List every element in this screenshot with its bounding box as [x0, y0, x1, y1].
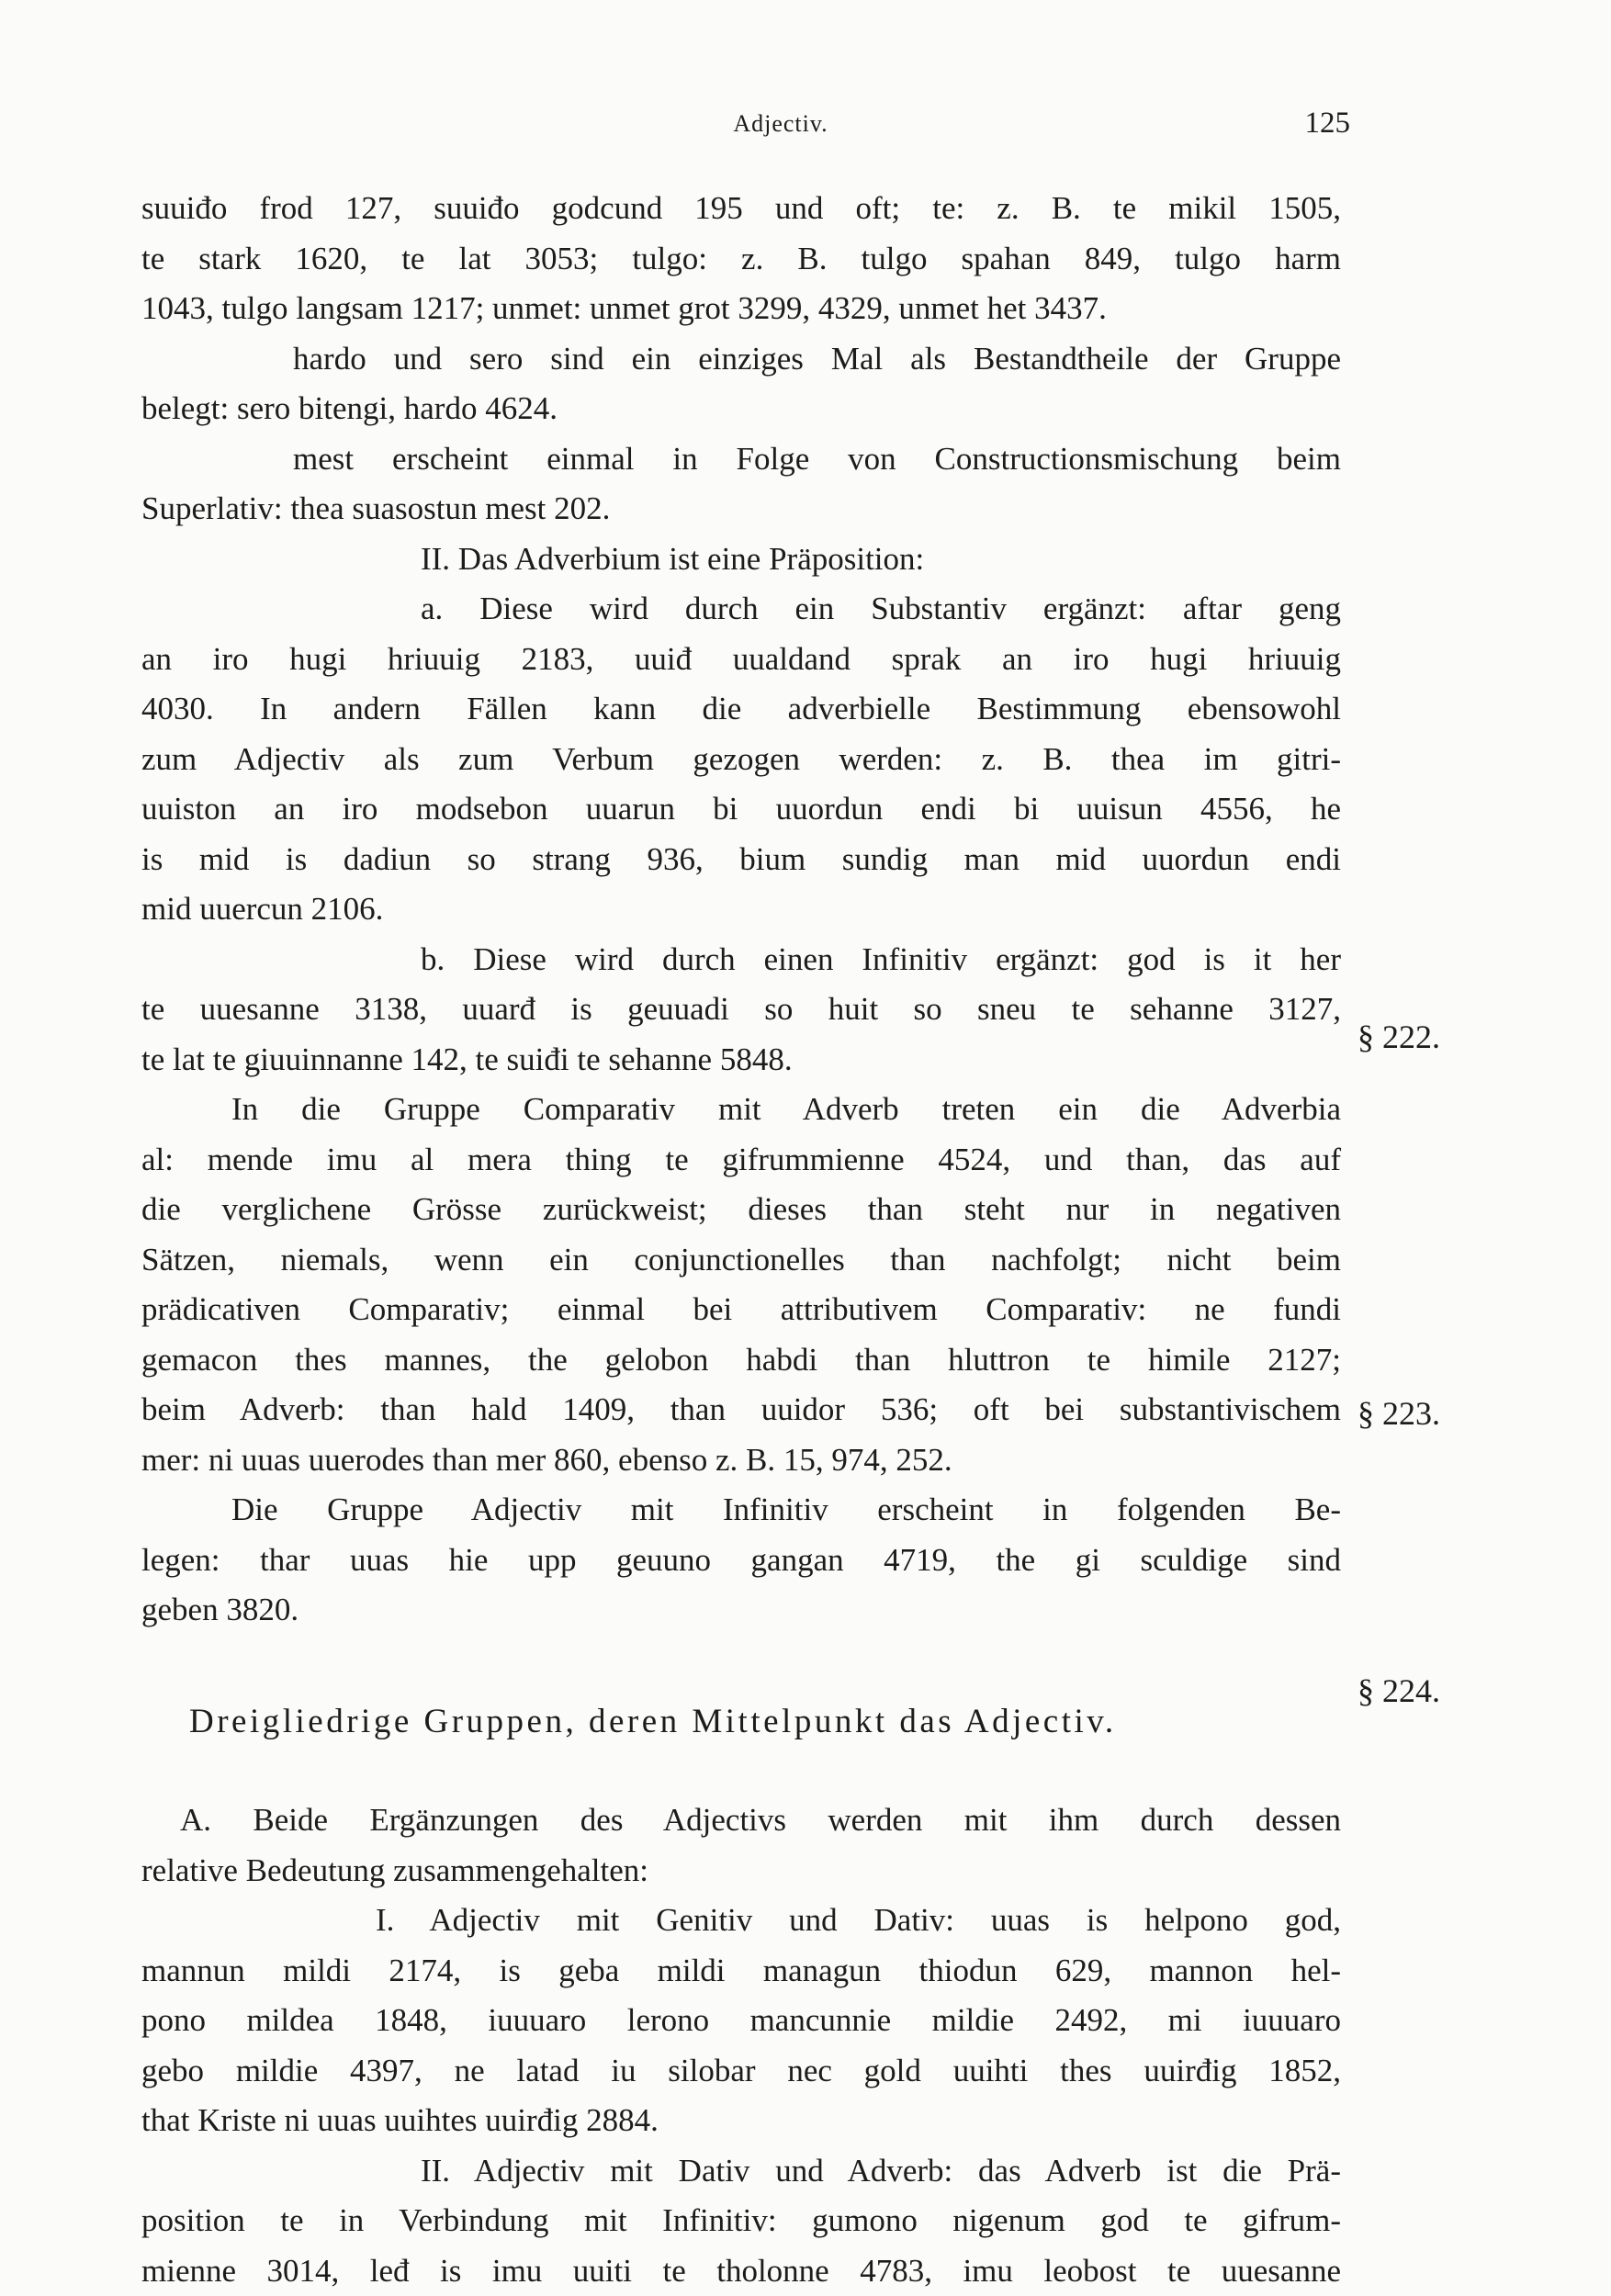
text-line: gebo mildie 4397, ne latad iu silobar nec gold uuihti thes uuirđig 1852, [141, 2046, 1341, 2097]
text-line: gemacon thes mannes, the gelobon habdi than hluttron te himile 2127; [141, 1335, 1341, 1386]
body-text [141, 184, 1341, 2296]
text-line: Die Gruppe Adjectiv mit Infinitiv erscheint in folgenden Be- [141, 1485, 1341, 1536]
text-line: In die Gruppe Comparativ mit Adverb treten ein die Adverbia [141, 1085, 1341, 1135]
text-line: uuiston an iro modsebon uuarun bi uuordun endi bi uuisun 4556, he [141, 784, 1341, 835]
text-line: te uuesanne 3138, uuarđ is geuuadi so huit so sneu te sehanne 3127, [141, 985, 1341, 1035]
paragraph-mark: § 222. [1358, 1018, 1440, 1056]
text-line: 4030. In andern Fällen kann die adverbielle Bestimmung ebensowohl [141, 684, 1341, 735]
text-line: mid uuercun 2106. [141, 884, 1341, 935]
text-line: zum Adjectiv als zum Verbum gezogen werden: z. B. thea im gitri- [141, 735, 1341, 785]
page-number: 125 [1258, 107, 1350, 141]
text-line: mannun mildi 2174, is geba mildi managun thiodun 629, mannon hel- [141, 1946, 1341, 1997]
text-line: beim Adverb: than hald 1409, than uuidor 536; oft bei substantivischem [141, 1385, 1341, 1435]
text-line: te stark 1620, te lat 3053; tulgo: z. B. tulgo spahan 849, tulgo harm [141, 234, 1341, 285]
text-line: II. Das Adverbium ist eine Präposition: [141, 535, 1341, 585]
text-line: a. Diese wird durch ein Substantiv ergänzt: aftar geng [141, 584, 1341, 635]
text-line: an iro hugi hriuuig 2183, uuiđ uualdand sprak an iro hugi hriuuig [141, 635, 1341, 685]
text-line: mer: ni uuas uuerodes than mer 860, ebenso z. B. 15, 974, 252. [141, 1435, 1341, 1486]
text-line: legen: thar uuas hie upp geuuno gangan 4719, the gi sculdige sind [141, 1536, 1341, 1586]
text-line: mest erscheint einmal in Folge von Constructionsmischung beim [141, 434, 1341, 485]
text-line: that Kriste ni uuas uuihtes uuirđig 2884. [141, 2096, 1341, 2146]
text-line: prädicativen Comparativ; einmal bei attributivem Comparativ: ne fundi [141, 1285, 1341, 1335]
text-line: pono mildea 1848, iuuuaro lerono mancunnie mildie 2492, mi iuuuaro [141, 1996, 1341, 2046]
text-line: suuiđo frod 127, suuiđo godcund 195 und oft; te: z. B. te mikil 1505, [141, 184, 1341, 234]
text-line: die verglichene Grösse zurückweist; dieses than steht nur in negativen [141, 1185, 1341, 1235]
text-line: Superlativ: thea suasostun mest 202. [141, 484, 1341, 535]
text-line: te lat te giuuinnanne 142, te suiđi te sehanne 5848. [141, 1035, 1341, 1086]
spacer [141, 1759, 1341, 1795]
spacer [141, 1636, 1341, 1686]
text-line: A. Beide Ergänzungen des Adjectivs werden mit ihm durch dessen [141, 1795, 1341, 1846]
paragraph-mark: § 223. [1358, 1394, 1440, 1433]
section-heading: Dreigliedrige Gruppen, deren Mittelpunkt das Adjectiv. [141, 1685, 1341, 1759]
text-line: II. Adjectiv mit Dativ und Adverb: das Adverb ist die Prä- [141, 2146, 1341, 2197]
text-line: al: mende imu al mera thing te gifrummienne 4524, und than, das auf [141, 1135, 1341, 1186]
text-line: hardo und sero sind ein einziges Mal als Bestandtheile der Gruppe [141, 334, 1341, 385]
text-line: belegt: sero bitengi, hardo 4624. [141, 384, 1341, 434]
text-line: I. Adjectiv mit Genitiv und Dativ: uuas is helpono god, [141, 1896, 1341, 1946]
text-line: geben 3820. [141, 1585, 1341, 1636]
text-line: position te in Verbindung mit Infinitiv: gumono nigenum god te gifrum- [141, 2196, 1341, 2246]
text-line: b. Diese wird durch einen Infinitiv ergänzt: god is it her [141, 935, 1341, 985]
text-line: Sätzen, niemals, wenn ein conjunctionelles than nachfolgt; nicht beim [141, 1235, 1341, 1286]
text-line: mienne 3014, leđ is imu uuiti te tholonne 4783, imu leobost te uuesanne [141, 2246, 1341, 2296]
text-line: 1043, tulgo langsam 1217; unmet: unmet grot 3299, 4329, unmet het 3437. [141, 284, 1341, 334]
running-header-title: Adjectiv. [643, 110, 918, 138]
text-line: is mid is dadiun so strang 936, bium sundig man mid uuordun endi [141, 835, 1341, 885]
paragraph-mark: § 224. [1358, 1671, 1440, 1710]
text-line: relative Bedeutung zusammengehalten: [141, 1846, 1341, 1896]
